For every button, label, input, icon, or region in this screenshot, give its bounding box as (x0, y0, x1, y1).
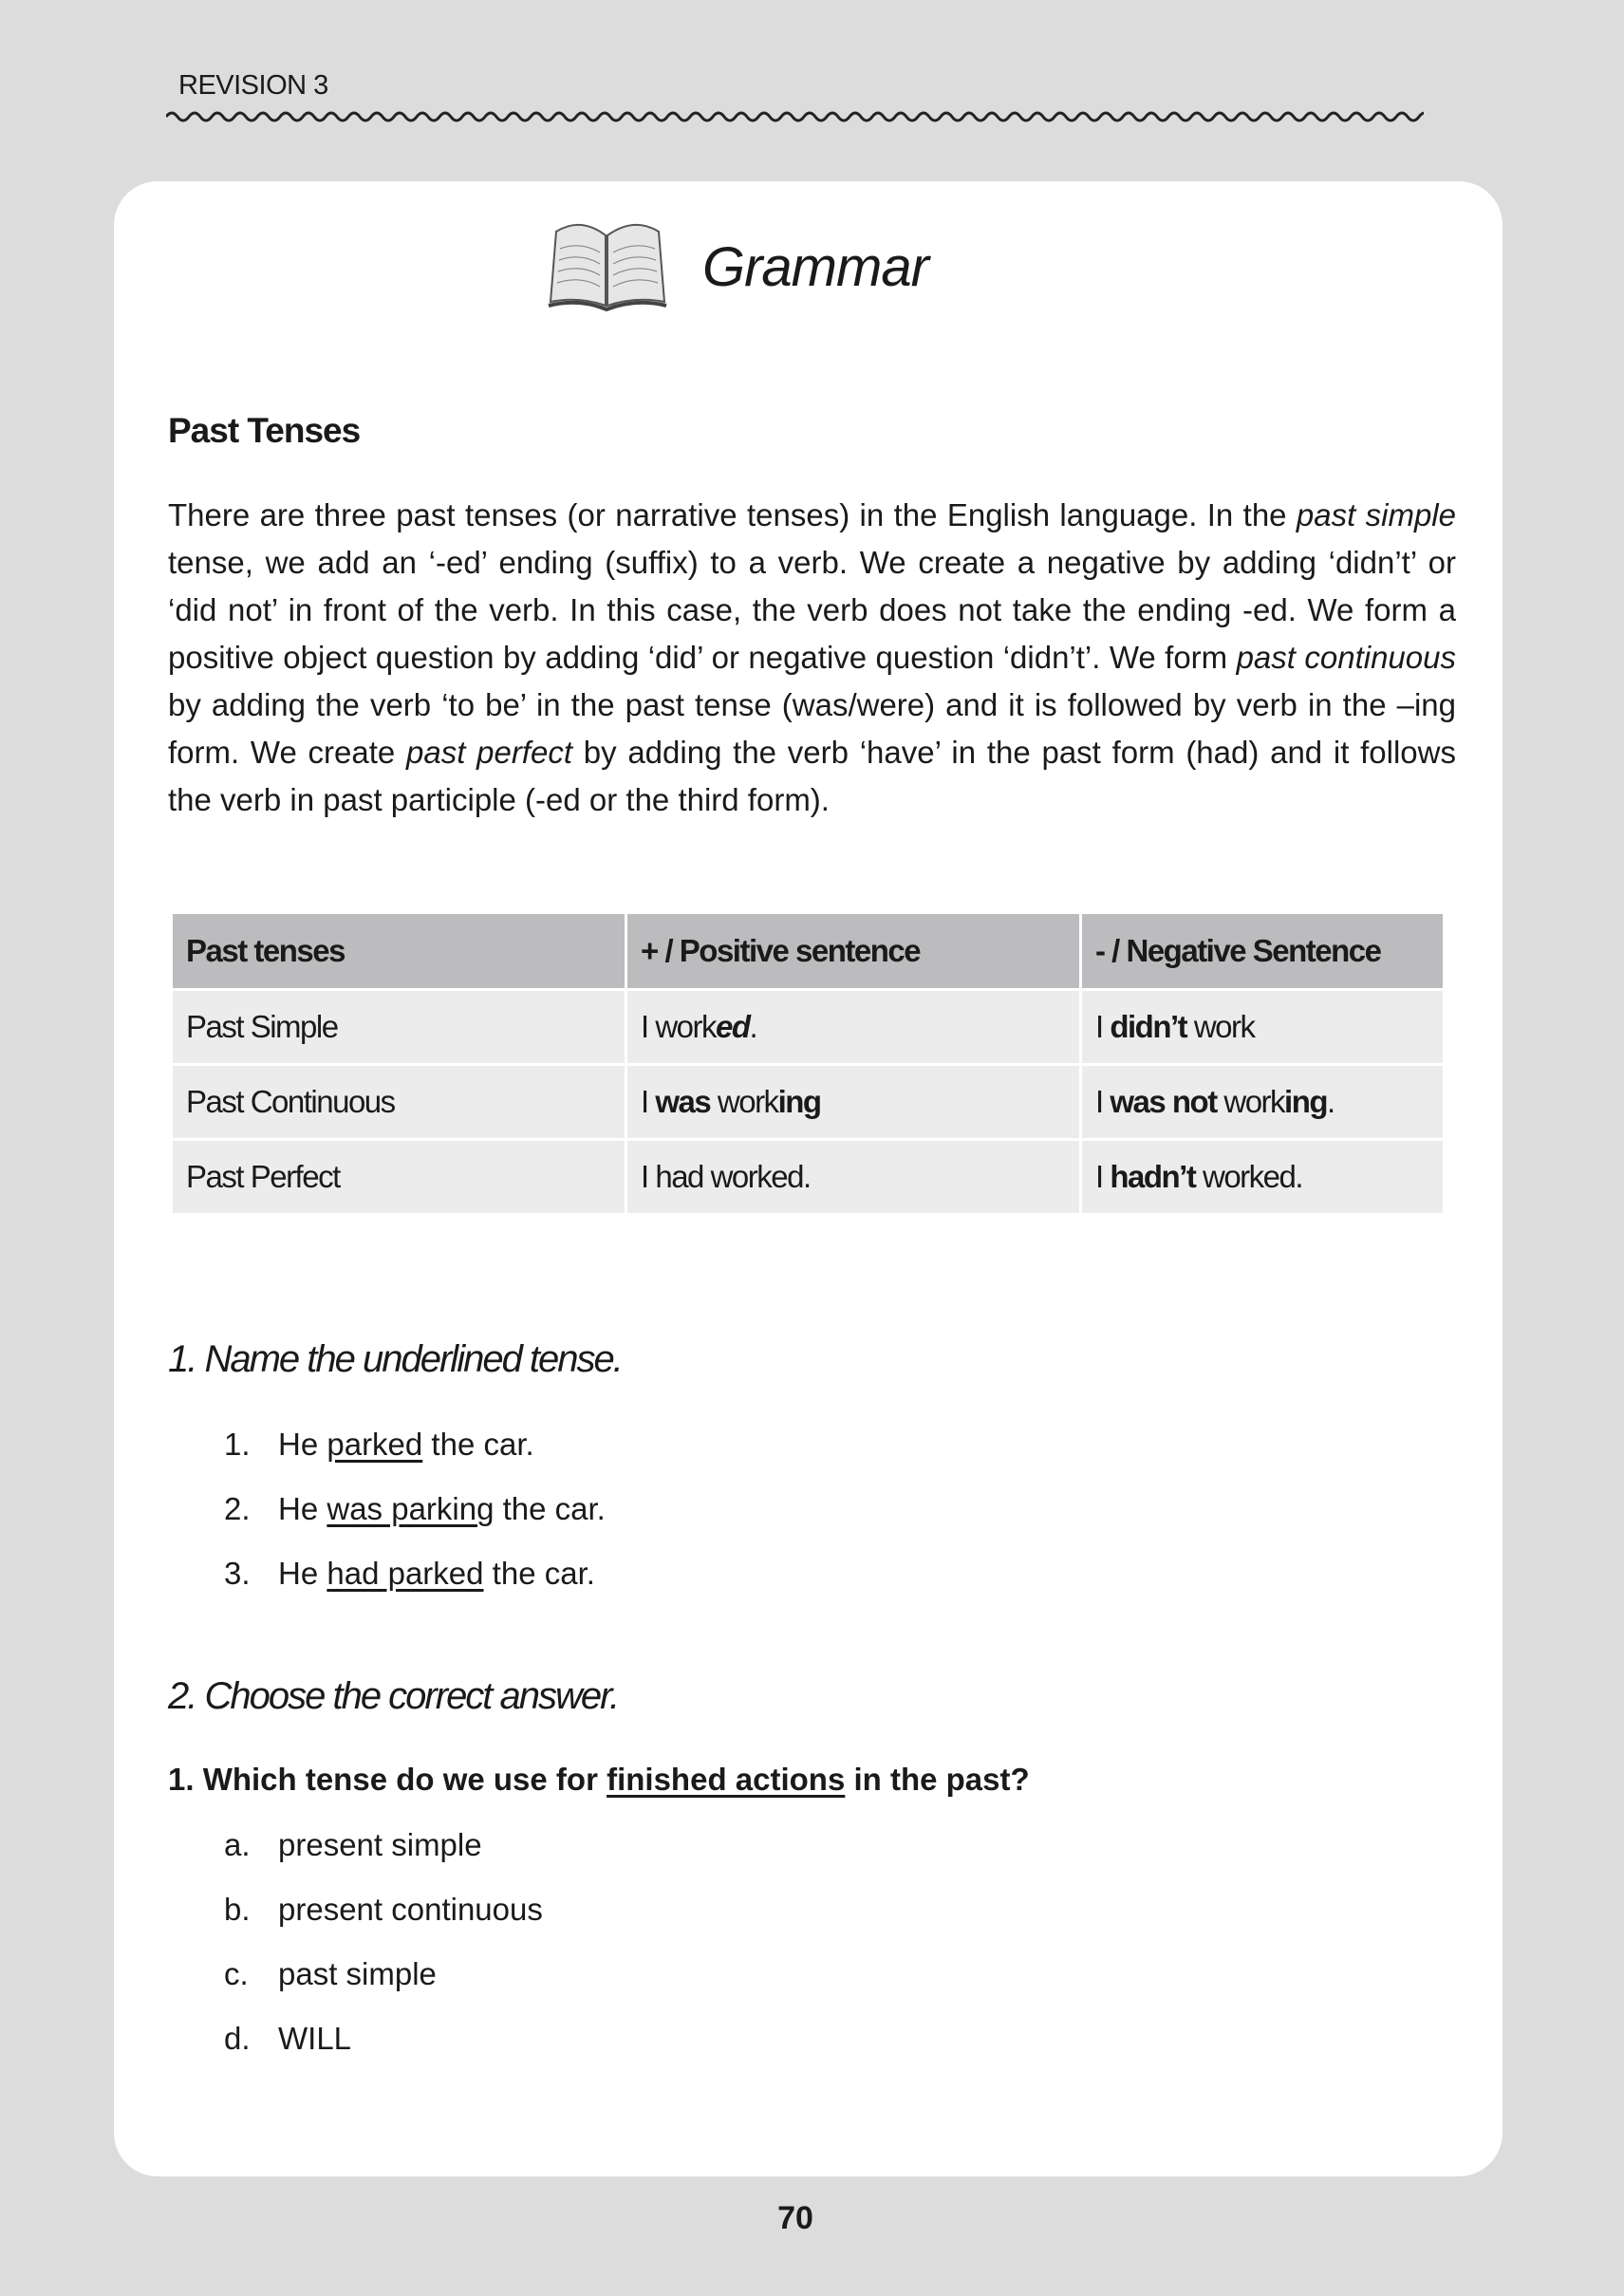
section-label: REVISION 3 (178, 70, 328, 101)
text-segment: by adding the verb ‘have’ in the past form (had) and it follows the verb in past participle (-ed or the third form). (168, 735, 1456, 817)
text-segment: tense, we add an ‘-ed’ ending (suffix) to a verb. We create a negative by adding ‘didn’t’ or ‘did not’ in front of the verb. In this case, the verb does not take the ending -ed. We form a positive object question by adding ‘did’ or negative question ‘didn’t’. We form (168, 545, 1456, 675)
table-cell (1081, 990, 1445, 1065)
table-row (172, 1065, 1445, 1140)
text-segment: He (278, 1556, 327, 1591)
text-segment: past continuous (1236, 640, 1456, 675)
text-segment: worked. (1195, 1159, 1303, 1194)
past-tenses-table (170, 911, 1446, 1216)
text-segment: was not (1110, 1084, 1217, 1119)
exercise-1-title: 1. Name the underlined tense. (168, 1338, 622, 1380)
wavy-divider (166, 107, 1424, 126)
option-text: present continuous (278, 1892, 543, 1927)
underlined-tense: was parking (327, 1491, 495, 1526)
text-segment: didn’t (1110, 1009, 1187, 1044)
text-segment: was (655, 1084, 711, 1119)
question-underlined: finished actions (607, 1762, 846, 1797)
text-segment: work (1186, 1009, 1255, 1044)
text-segment: Past Simple (186, 1009, 338, 1044)
text-segment: ing (1284, 1084, 1328, 1119)
option-text: past simple (278, 1956, 437, 1991)
option-letter: c. (224, 1956, 249, 1991)
item-number: 3. (224, 1556, 251, 1591)
list-item (224, 1427, 534, 1463)
option-letter: a. (224, 1827, 251, 1862)
section-title: Grammar (702, 236, 928, 298)
column-header: + / Positive sentence (626, 913, 1081, 990)
text-segment: ed (716, 1009, 750, 1044)
text-segment: past perfect (406, 735, 572, 770)
text-segment: Past Perfect (186, 1159, 340, 1194)
text-segment: I (1095, 1084, 1111, 1119)
text-segment: . (749, 1009, 757, 1044)
text-segment: by adding the verb ‘to be’ in the past tense (was/were) and it is followed by verb in the –ing form. We create (168, 687, 1456, 770)
item-number: 2. (224, 1491, 251, 1526)
page-number: 70 (777, 2200, 813, 2236)
text-segment: I (1095, 1159, 1111, 1194)
table-cell (626, 1065, 1081, 1140)
text-segment: the car. (483, 1556, 595, 1591)
table-cell (1081, 1065, 1445, 1140)
answer-option[interactable] (224, 2021, 351, 2057)
column-header: Past tenses (172, 913, 626, 990)
text-segment: He (278, 1427, 327, 1462)
text-segment: I work (641, 1009, 717, 1044)
text-segment: I had worked. (641, 1159, 811, 1194)
question-text: 1. Which tense do we use for (168, 1762, 607, 1797)
option-text: WILL (278, 2021, 352, 2056)
text-segment: work (710, 1084, 778, 1119)
exercise-2-title: 2. Choose the correct answer. (168, 1675, 619, 1717)
text-segment: Past Continuous (186, 1084, 395, 1119)
text-segment: I (1095, 1009, 1111, 1044)
table-row (172, 990, 1445, 1065)
text-segment: past simple (1296, 497, 1456, 532)
table-row (172, 1140, 1445, 1215)
text-segment: the car. (422, 1427, 534, 1462)
table-cell (626, 990, 1081, 1065)
text-segment: . (1327, 1084, 1335, 1119)
text-segment: I (641, 1084, 656, 1119)
table-header-row (172, 913, 1445, 990)
underlined-tense: parked (327, 1427, 423, 1462)
list-item (224, 1556, 595, 1592)
option-letter: d. (224, 2021, 251, 2056)
text-segment: the car. (494, 1491, 606, 1526)
text-segment: He (278, 1491, 327, 1526)
table-cell (626, 1140, 1081, 1215)
option-letter: b. (224, 1892, 251, 1927)
text-segment: work (1216, 1084, 1285, 1119)
text-segment: hadn’t (1110, 1159, 1196, 1194)
table-cell (172, 1065, 626, 1140)
text-segment: ing (777, 1084, 821, 1119)
text-segment: There are three past tenses (or narrative tenses) in the English language. In the (168, 497, 1297, 532)
exercise-2-question (168, 1762, 1030, 1798)
list-item (224, 1491, 606, 1527)
item-number: 1. (224, 1427, 251, 1462)
intro-paragraph (168, 492, 1456, 824)
table-cell (1081, 1140, 1445, 1215)
heading-past-tenses: Past Tenses (168, 411, 361, 450)
open-book-icon (545, 215, 670, 313)
option-text: present simple (278, 1827, 482, 1862)
underlined-tense: had parked (327, 1556, 484, 1591)
table-cell (172, 990, 626, 1065)
question-text: in the past? (845, 1762, 1030, 1797)
column-header: - / Negative Sentence (1081, 913, 1445, 990)
answer-option[interactable] (224, 1892, 543, 1928)
answer-option[interactable] (224, 1956, 437, 1992)
answer-option[interactable] (224, 1827, 482, 1863)
table-cell (172, 1140, 626, 1215)
